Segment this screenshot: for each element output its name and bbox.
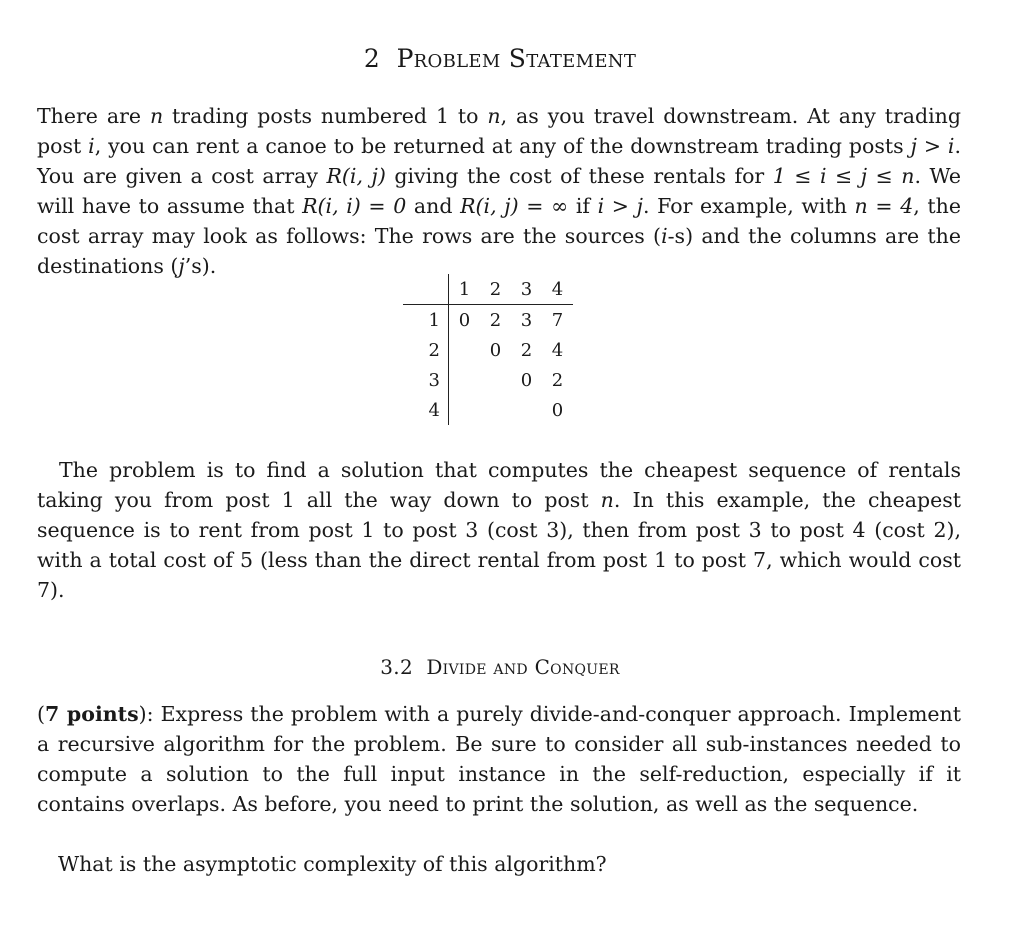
- table-cell: [449, 335, 481, 365]
- table-cell: [511, 395, 542, 425]
- row-header: 4: [403, 395, 449, 425]
- table-cell: 2: [489, 309, 502, 331]
- table-row: [403, 365, 573, 395]
- table-cell: 0: [489, 339, 502, 361]
- column-header: 3: [511, 274, 542, 305]
- table-row: [403, 395, 573, 425]
- column-header: 2: [480, 274, 511, 305]
- table-header-row: [403, 274, 573, 305]
- row-header: 2: [403, 335, 449, 365]
- table-cell: [449, 395, 481, 425]
- table-row: [403, 305, 573, 336]
- section-title: Divide and Conquer: [426, 655, 620, 679]
- table-cell: 4: [551, 339, 564, 361]
- table-row: [403, 335, 573, 365]
- column-header: 1: [449, 274, 481, 305]
- table-corner: [403, 274, 449, 305]
- section-heading-problem-statement: [0, 44, 1000, 73]
- section-number: 2: [363, 44, 381, 73]
- table-cell: 7: [551, 309, 564, 331]
- points-label: 7 points: [45, 702, 139, 726]
- example-paragraph: The problem is to find a solution that computes the cheapest sequence of rentals taking you from post 1 all the way down to post n. In this example, the cheapest sequence is to rent from post 1 to post 3 (cost 3), then from post 3 to post 4 (cost 2), with a total cost of 5 (less than the direct rental from post 1 to post 7, which would cost 7).: [37, 458, 961, 602]
- table-cell: [449, 365, 481, 395]
- row-header: 3: [403, 365, 449, 395]
- complexity-question: What is the asymptotic complexity of this algorithm?: [58, 852, 607, 876]
- table-cell: 2: [551, 369, 564, 391]
- table-cell: 0: [458, 309, 471, 331]
- table-cell: 0: [551, 399, 564, 421]
- table-cell: 0: [520, 369, 533, 391]
- table-cell: [480, 365, 511, 395]
- row-header: 1: [403, 305, 449, 336]
- cost-array-table: [403, 274, 573, 425]
- table-cell: 3: [520, 309, 533, 331]
- problem-paragraph: There are n trading posts numbered 1 to n, as you travel downstream. At any trading post i, you can rent a canoe to be returned at any of the downstream trading posts j > i. You are given a cost array R(i, j) giving the cost of these rentals for 1 ≤ i ≤ j ≤ n. We will have to assume that R(i, i) = 0 and R(i, j) = ∞ if i > j. For example, with n = 4, the cost array may look as follows: The rows are the sources (i-s) and the columns are the destinations (j’s).: [37, 104, 961, 278]
- table-cell: [480, 395, 511, 425]
- section-title: Problem Statement: [396, 44, 637, 73]
- column-header: 4: [542, 274, 573, 305]
- task-paragraph: (7 points): Express the problem with a purely divide-and-conquer approach. Implement a recursive algorithm for the problem. Be sure to consider all sub-instances needed to compute a solution to the full input instance in the self-reduction, especially if it contains overlaps. As before, you need to print the solution, as well as the sequence.: [37, 702, 961, 816]
- section-number: 3.2: [380, 655, 413, 679]
- table-cell: 2: [520, 339, 533, 361]
- section-heading-divide-and-conquer: [0, 655, 1000, 679]
